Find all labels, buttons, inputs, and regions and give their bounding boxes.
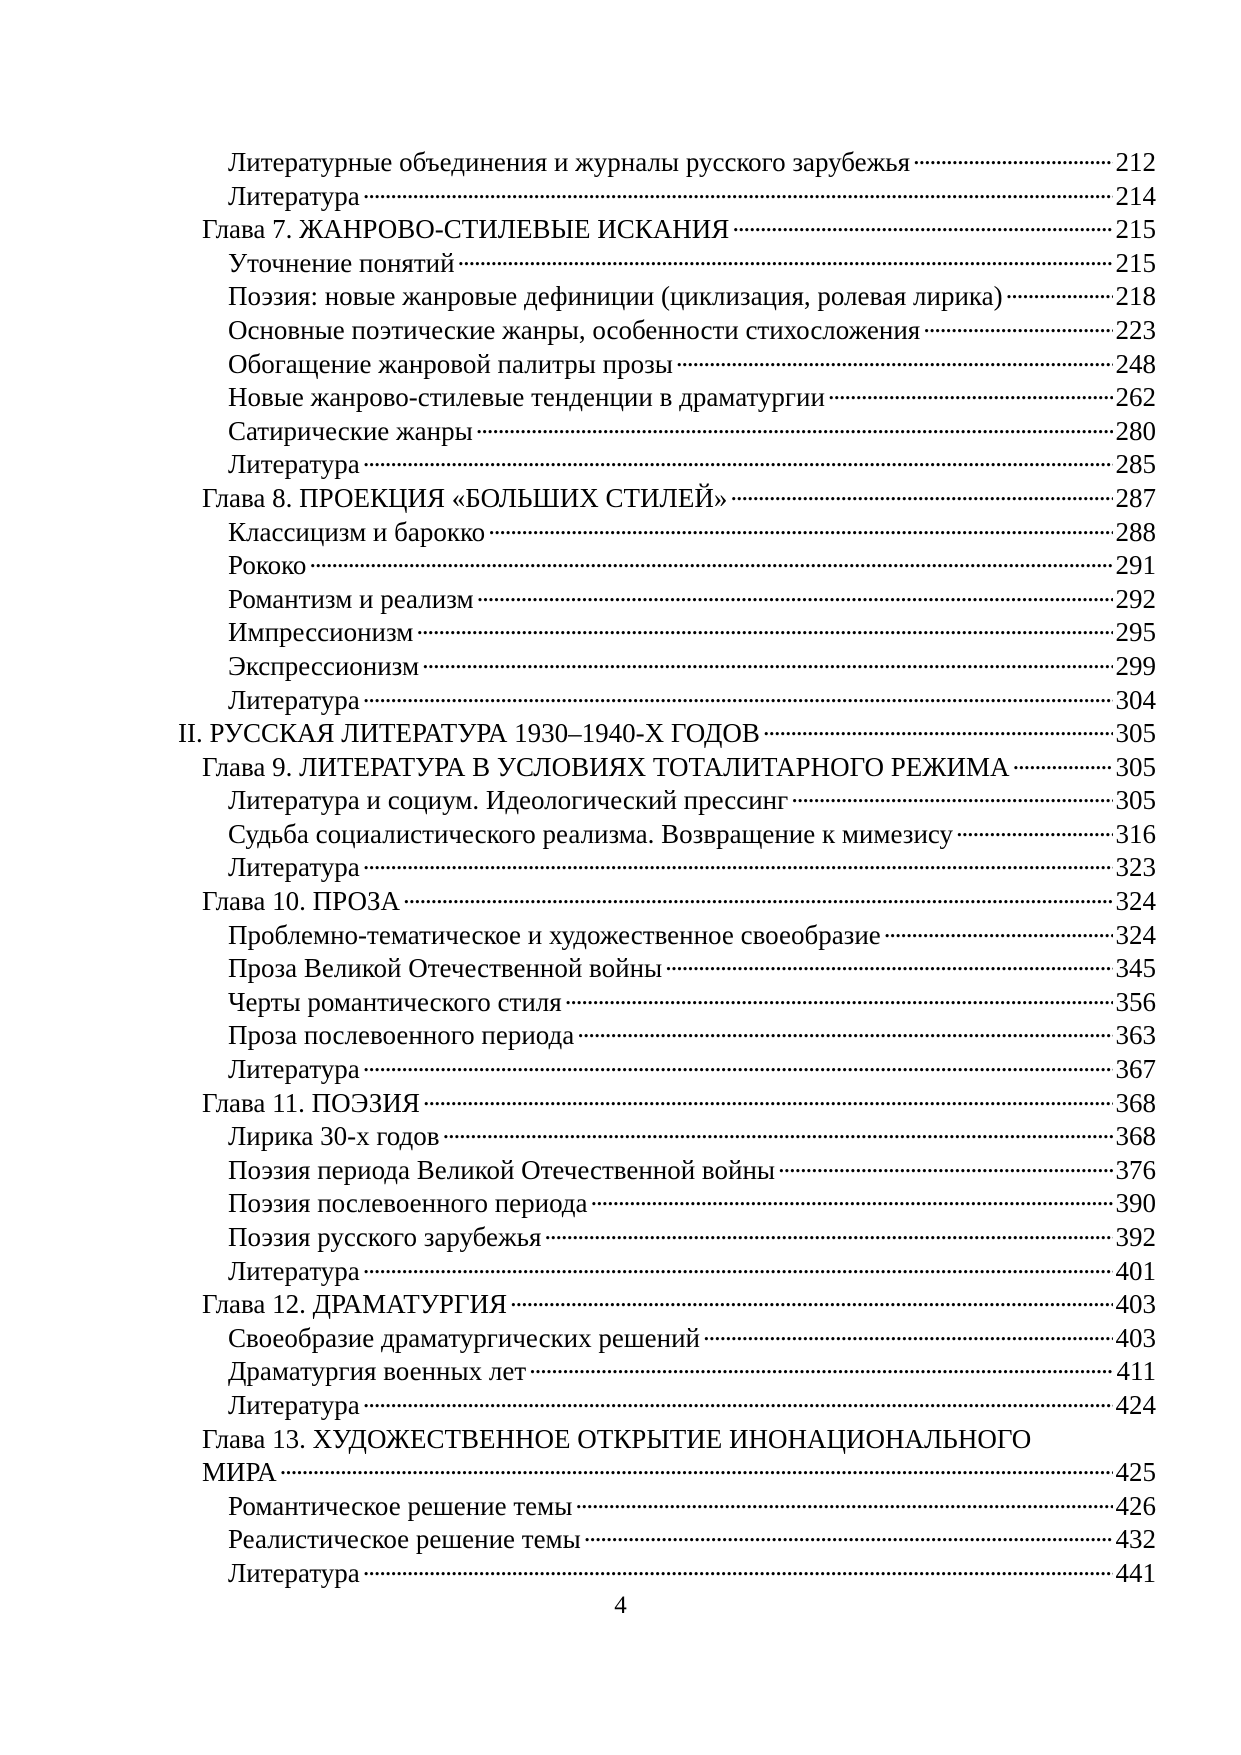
dot-leader [476, 415, 1113, 449]
dot-leader [488, 516, 1112, 550]
dot-leader [309, 549, 1112, 583]
toc-entry-page: 287 [1115, 482, 1156, 513]
dot-leader [730, 482, 1112, 516]
dot-leader [1006, 280, 1113, 314]
dot-leader [363, 1557, 1113, 1591]
toc-chapter[interactable] [178, 1456, 1156, 1490]
toc-entry-page: 295 [1115, 617, 1156, 648]
toc-entry-title: Глава 10. ПРОЗА [202, 886, 401, 917]
toc-entry-title: Экспрессионизм [228, 650, 420, 681]
toc-entry-title: Глава 8. ПРОЕКЦИЯ «БОЛЬШИХ СТИЛЕЙ» [202, 482, 728, 513]
toc-entry-title: Глава 12. ДРАМАТУРГИЯ [202, 1289, 508, 1320]
dot-leader [923, 314, 1112, 348]
toc-section[interactable] [178, 784, 1156, 818]
dot-leader [591, 1187, 1113, 1221]
toc-section[interactable] [178, 1322, 1156, 1356]
toc-entry-page: 356 [1115, 986, 1156, 1017]
toc-entry-page: 248 [1115, 348, 1156, 379]
toc-entry-title: Литература [228, 684, 360, 715]
toc-entry-page: 215 [1115, 214, 1156, 245]
toc-entry-page: 390 [1115, 1188, 1156, 1219]
dot-leader [703, 1322, 1113, 1356]
toc-entry-title: Литература [228, 1389, 360, 1420]
toc-chapter[interactable] [178, 482, 1156, 516]
toc-entry-page: 363 [1115, 1020, 1156, 1051]
page-number: 4 [614, 1592, 627, 1619]
toc-entry-title: Поэзия периода Великой Отечественной войны [228, 1154, 776, 1185]
toc-entry-title: Обогащение жанровой палитры прозы [228, 348, 673, 379]
toc-section[interactable] [178, 280, 1156, 314]
dot-leader [544, 1221, 1112, 1255]
dot-leader [791, 784, 1112, 818]
toc-entry-page: 411 [1116, 1356, 1156, 1387]
toc-entry-page: 345 [1115, 953, 1156, 984]
toc-section[interactable] [178, 1053, 1156, 1087]
dot-leader [416, 616, 1112, 650]
toc-entry-title: МИРА [202, 1457, 277, 1488]
toc-entry-title: Уточнение понятий [228, 247, 455, 278]
toc-entry-title: Глава 9. ЛИТЕРАТУРА В УСЛОВИЯХ ТОТАЛИТАРНОГО РЕЖИМА [202, 751, 1010, 782]
toc-entry-title: Классицизм и барокко [228, 516, 486, 547]
toc-entry-page: 215 [1115, 247, 1156, 278]
toc-section[interactable] [178, 1557, 1156, 1591]
toc-entry-page: 403 [1115, 1322, 1156, 1353]
toc-chapter[interactable] [178, 213, 1156, 247]
toc-part[interactable] [178, 717, 1156, 751]
toc-section[interactable] [178, 415, 1156, 449]
dot-leader [956, 818, 1112, 852]
toc-entry-page: 212 [1115, 147, 1156, 177]
toc-entry-page: 432 [1115, 1524, 1156, 1555]
toc-section[interactable] [178, 1389, 1156, 1423]
toc-entry-page: 367 [1115, 1054, 1156, 1085]
toc-entry-title: II. РУССКАЯ ЛИТЕРАТУРА 1930–1940-Х ГОДОВ [178, 718, 760, 749]
toc-section[interactable] [178, 1255, 1156, 1289]
toc-entry-page: 304 [1115, 684, 1156, 715]
dot-leader [280, 1456, 1113, 1490]
dot-leader [884, 919, 1113, 953]
toc-section[interactable] [178, 684, 1156, 718]
toc-entry-title: Проблемно-тематическое и художественное своеобразие [228, 919, 881, 950]
toc-entry-title: Лирика 30-х годов [228, 1121, 440, 1152]
dot-leader [913, 146, 1112, 180]
dot-leader [403, 885, 1112, 919]
toc-section[interactable] [178, 851, 1156, 885]
dot-leader [363, 684, 1113, 718]
toc-entry-title: Проза Великой Отечественной войны [228, 953, 663, 984]
toc-entry-title-line: Глава 13. ХУДОЖЕСТВЕННОЕ ОТКРЫТИЕ ИНОНАЦИОНАЛЬНОГО [202, 1423, 1032, 1454]
toc-entry-page: 323 [1115, 852, 1156, 883]
toc-section[interactable] [178, 919, 1156, 953]
toc-section[interactable] [178, 986, 1156, 1020]
toc-section[interactable] [178, 146, 1156, 180]
toc-section[interactable] [178, 952, 1156, 986]
toc-section[interactable] [178, 818, 1156, 852]
toc-entry-title: Сатирические жанры [228, 415, 473, 446]
dot-leader [363, 1053, 1113, 1087]
toc-chapter[interactable] [178, 751, 1156, 785]
toc-section[interactable] [178, 583, 1156, 617]
toc-entry-page: 292 [1115, 583, 1156, 614]
toc-entry-title: Основные поэтические жанры, особенности стихосложения [228, 314, 921, 345]
toc-entry-title: Своеобразие драматургических решений [228, 1322, 700, 1353]
toc-entry-page: 291 [1115, 550, 1156, 581]
toc-entry-title: Романтизм и реализм [228, 583, 474, 614]
dot-leader [763, 717, 1113, 751]
dot-leader [510, 1288, 1112, 1322]
toc-entry-page: 262 [1115, 382, 1156, 413]
toc-chapter[interactable] [178, 885, 1156, 919]
toc-entry-title: Поэзия русского зарубежья [228, 1222, 542, 1252]
toc-entry-title: Глава 11. ПОЭЗИЯ [202, 1087, 420, 1118]
toc-entry-page: 424 [1115, 1389, 1156, 1420]
toc-section[interactable] [178, 650, 1156, 684]
toc-entry-page: 305 [1115, 751, 1156, 782]
toc-entry-page: 368 [1115, 1121, 1156, 1152]
toc-section[interactable] [178, 1187, 1156, 1221]
dot-leader [363, 851, 1113, 885]
toc-section[interactable] [178, 1355, 1156, 1389]
dot-leader [363, 1389, 1113, 1423]
dot-leader [529, 1355, 1113, 1389]
toc-entry-page: 425 [1115, 1457, 1156, 1488]
toc-entry-title: Поэзия: новые жанровые дефиниции (циклизация, ролевая лирика) [228, 281, 1003, 312]
toc-entry-title: Поэзия послевоенного периода [228, 1188, 588, 1219]
toc-entry-page: 218 [1115, 281, 1156, 312]
toc-section[interactable] [178, 1154, 1156, 1188]
toc-entry-title: Литература [228, 180, 360, 211]
dot-leader [422, 650, 1112, 684]
dot-leader [565, 986, 1113, 1020]
dot-leader [584, 1523, 1113, 1557]
toc-entry-page: 223 [1115, 314, 1156, 345]
toc-section[interactable] [178, 247, 1156, 281]
toc-entry-title: Литература [228, 1255, 360, 1286]
toc-entry-page: 316 [1115, 818, 1156, 849]
toc-chapter[interactable] [178, 1288, 1156, 1322]
dot-leader [575, 1490, 1112, 1524]
toc-entry-page: 441 [1115, 1557, 1156, 1588]
toc-section[interactable] [178, 448, 1156, 482]
dot-leader [778, 1154, 1112, 1188]
toc-entry-title: Новые жанрово-стилевые тенденции в драматургии [228, 382, 825, 413]
toc-chapter[interactable] [178, 1087, 1156, 1121]
toc-entry-page: 324 [1115, 919, 1156, 950]
toc-section[interactable] [178, 549, 1156, 583]
toc-entry-title: Литература [228, 852, 360, 883]
dot-leader [363, 1255, 1113, 1289]
toc-entry-page: 214 [1115, 180, 1156, 211]
toc-section[interactable] [178, 348, 1156, 382]
toc-entry-title: Литература [228, 1054, 360, 1085]
dot-leader [665, 952, 1112, 986]
toc-section[interactable] [178, 516, 1156, 550]
toc-entry-title: Литература [228, 449, 360, 480]
toc-section[interactable] [178, 1221, 1156, 1255]
toc-entry-title: Литературные объединения и журналы русского зарубежья [228, 147, 911, 177]
dot-leader [477, 583, 1113, 617]
toc-entry-title: Драматургия военных лет [228, 1356, 527, 1387]
toc-entry-page: 376 [1115, 1154, 1156, 1185]
dot-leader [363, 180, 1113, 214]
dot-leader [423, 1087, 1113, 1121]
toc-entry-page: 426 [1115, 1490, 1156, 1521]
dot-leader [458, 247, 1113, 281]
toc-section[interactable] [178, 1490, 1156, 1524]
dot-leader [676, 348, 1113, 382]
toc-entry-page: 288 [1115, 516, 1156, 547]
toc-section[interactable] [178, 314, 1156, 348]
toc-entry-page: 368 [1115, 1087, 1156, 1118]
dot-leader [1013, 751, 1113, 785]
toc-entry-title: Реалистическое решение темы [228, 1524, 581, 1555]
dot-leader [828, 381, 1113, 415]
toc-entry-page: 285 [1115, 449, 1156, 480]
toc-entry-page: 299 [1115, 650, 1156, 681]
toc-section[interactable] [178, 1523, 1156, 1557]
dot-leader [732, 213, 1112, 247]
toc-section[interactable] [178, 381, 1156, 415]
toc-section[interactable] [178, 1120, 1156, 1154]
dot-leader [443, 1120, 1113, 1154]
toc-entry-title: Черты романтического стиля [228, 986, 562, 1017]
toc-entry-title: Проза послевоенного периода [228, 1020, 575, 1051]
toc-entry-page: 305 [1115, 785, 1156, 816]
toc-entry-page: 403 [1115, 1289, 1156, 1320]
toc-entry-page: 401 [1115, 1255, 1156, 1286]
toc-entry-title: Романтическое решение темы [228, 1490, 573, 1521]
toc-section[interactable] [178, 180, 1156, 214]
toc-section[interactable] [178, 616, 1156, 650]
toc-entry-title: Глава 7. ЖАНРОВО-СТИЛЕВЫЕ ИСКАНИЯ [202, 214, 730, 245]
toc-section[interactable] [178, 1019, 1156, 1053]
toc-entry-page: 305 [1115, 718, 1156, 749]
toc-entry-page: 324 [1115, 886, 1156, 917]
toc-entry-title: Судьба социалистического реализма. Возвращение к мимезису [228, 818, 954, 849]
toc-entry-title: Литература и социум. Идеологический прессинг [228, 785, 789, 816]
dot-leader [577, 1019, 1112, 1053]
toc-entry-title: Рококо [228, 550, 307, 581]
toc-entry-page: 280 [1115, 415, 1156, 446]
dot-leader [363, 448, 1113, 482]
toc-entry-page: 392 [1115, 1222, 1156, 1252]
toc-entry-title: Импрессионизм [228, 617, 414, 648]
toc-entry-title: Литература [228, 1557, 360, 1588]
table-of-contents [178, 146, 1156, 1591]
